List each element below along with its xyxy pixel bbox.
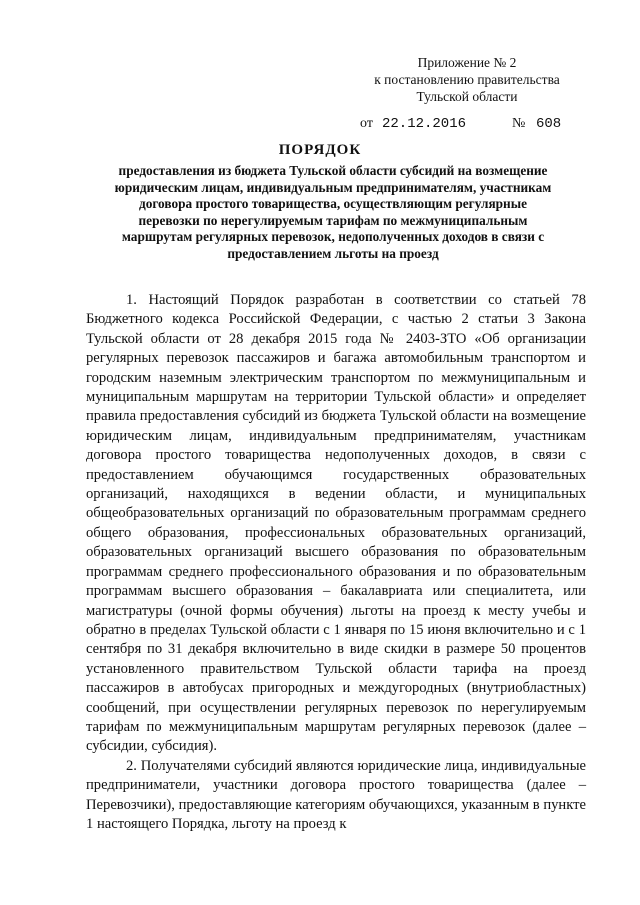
subtitle-line: договора простого товарищества, осуществляющим регулярные [138, 196, 528, 211]
appendix-line: Тульской области [416, 89, 518, 104]
document-date: 22.12.2016 [382, 116, 467, 132]
document-number: 608 [536, 116, 562, 132]
document-title: ПОРЯДОК [278, 142, 362, 158]
appendix-line: к постановлению правительства [374, 72, 560, 87]
paragraph-2: 2. Получателями субсидий являются юридические лица, индивидуальные предприниматели, участники договора простого товарищества (далее – Перевозчики), предоставляющие категориям обучающихся, указанным в пункте 1 настоящего Порядка, льготу на проезд к [86, 757, 586, 832]
document-subtitle [86, 163, 580, 262]
subtitle-line: перевозки по нерегулируемым тарифам по межмуниципальным [138, 212, 528, 228]
subtitle-line: предоставления из бюджета Тульской области субсидий на возмещение [118, 163, 548, 178]
appendix-line: Приложение № 2 [417, 55, 517, 70]
subtitle-line: маршрутам регулярных перевозок, недополученных доходов в связи с [121, 229, 545, 244]
document-body [86, 291, 586, 834]
date-label: от [360, 116, 373, 131]
appendix-block [352, 54, 582, 105]
subtitle-line: юридическим лицам, индивидуальным предпринимателям, участникам [114, 179, 552, 195]
subtitle-line: предоставлением льготы на проезд [227, 245, 439, 261]
paragraph-1: 1. Настоящий Порядок разработан в соответствии со статьей 78 Бюджетного кодекса Российской Федерации, с частью 2 статьи 3 Закона Тульской области от 28 декабря 2015 года № 2403-ЗТО «Об организации регулярных перевозок пассажиров и багажа автомобильным транспортом и городским наземным электрическим транспортом по межмуниципальным и муниципальным маршрутам на территории Тульской области» и определяет правила предоставления субсидий из бюджета Тульской области на возмещение юридическим лицам, индивидуальным предпринимателям, участникам договора простого товарищества недополученных доходов, в связи с предоставлением обучающимся государственных образовательных организаций, находящихся в ведении области, и муниципальных общеобразовательных организаций по образовательным программам среднего общего образования, профессиональных образовательных организаций, образовательных организаций высшего образования по образовательным программам среднего профессионального образования и по образовательным программам высшего образования – бакалавриата или специалитета, или магистратуры (очной формы обучения) льготы на проезд к месту учебы и обратно в пределах Тульской области с 1 января по 15 июня включительно и с 1 сентября по 31 декабря включительно в виде скидки в размере 50 процентов установленного правительством Тульской области тарифа на проезд пассажиров в автобусах пригородных и междугородных (внутриобластных) сообщений, при осуществлении регулярных перевозок по нерегулируемым тарифам по межмуниципальным маршрутам регулярных перевозок (далее – субсидии, субсидия). [86, 292, 586, 755]
number-label: № [512, 116, 526, 131]
